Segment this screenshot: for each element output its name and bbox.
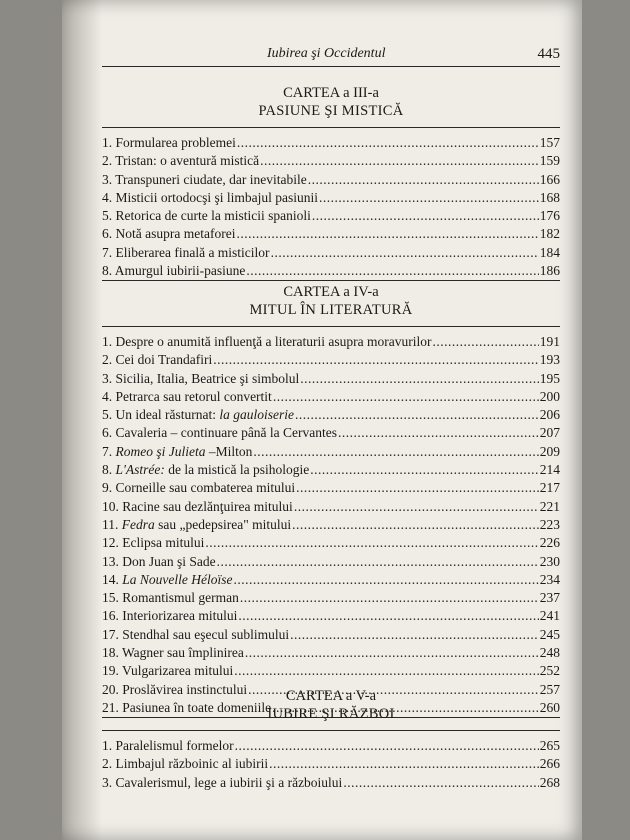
toc-entry-number: 1. — [102, 135, 113, 150]
toc-entry-number: 1. — [102, 738, 113, 753]
toc-dot-leader — [236, 225, 538, 243]
toc-entry-text: Corneille sau combaterea mitului — [115, 480, 296, 496]
toc-entry-number: 13. — [102, 553, 119, 569]
toc-entry-text-after: de la mistică la psihologie — [164, 462, 310, 478]
toc-entry-text: Misticii ortodocşi şi limbajul pasiunii — [115, 189, 318, 205]
toc-dot-leader — [213, 351, 539, 369]
toc-entry-page: 184 — [539, 244, 560, 260]
toc-entry-text: Proslăvirea instinctului — [122, 681, 248, 697]
toc-dot-leader — [312, 207, 539, 225]
toc-dot-leader — [240, 589, 539, 607]
toc-entry-number: 1. — [102, 334, 113, 349]
section-subtitle: IUBIRE ŞI RĂZBOI — [102, 705, 560, 731]
toc-dot-leader — [338, 424, 539, 442]
toc-entry-text-after: –Milton — [205, 443, 253, 459]
toc-entry-number: 2. — [102, 153, 113, 169]
toc-entry-page: 206 — [539, 407, 560, 423]
page-number: 445 — [537, 46, 560, 62]
toc-entry — [102, 134, 560, 152]
toc-dot-leader — [310, 461, 539, 479]
toc-entry-text: Racine sau dezlănţuirea mitului — [122, 498, 293, 514]
toc-dot-leader — [246, 262, 538, 280]
toc-entry — [102, 662, 560, 680]
toc-entry-label — [102, 774, 342, 792]
toc-dot-leader — [433, 333, 539, 351]
toc-entry-label — [102, 737, 234, 755]
toc-entry-label — [102, 351, 212, 369]
toc-entry-text: Un ideal răsturnat: — [115, 407, 220, 423]
running-title: Iubirea şi Occidentul — [267, 46, 386, 61]
page-gutter-shadow — [62, 0, 102, 840]
toc-entry-number: 8. — [102, 263, 113, 279]
toc-entry — [102, 498, 560, 516]
toc-entry-text: Notă asupra metaforei — [115, 226, 236, 242]
section-subtitle: PASIUNE ŞI MISTICĂ — [102, 102, 560, 128]
toc-entry — [102, 571, 560, 589]
toc-entry-text: Cavaleria – continuare până la Cervantes — [115, 425, 338, 441]
toc-entry-number: 6. — [102, 226, 113, 242]
toc-dot-leader — [253, 443, 538, 461]
toc-entry-page: 168 — [539, 189, 560, 205]
toc-dot-leader — [235, 737, 539, 755]
toc-entry — [102, 516, 560, 534]
toc-entry-text: Amurgul iubirii-pasiune — [114, 263, 246, 279]
toc-dot-leader — [294, 498, 539, 516]
toc-dot-leader — [260, 152, 539, 170]
toc-entry-page: 265 — [539, 738, 560, 753]
toc-section-book-3 — [102, 84, 560, 281]
toc-entry-page: 217 — [539, 480, 560, 496]
toc-entry-label — [102, 225, 235, 243]
toc-entry-number: 4. — [102, 388, 113, 404]
toc-entry — [102, 406, 560, 424]
toc-entry-text: Pasiunea în toate domeniile — [122, 699, 272, 715]
toc-entry-text-italic: La Nouvelle Héloïse — [122, 571, 233, 587]
toc-entry-number: 21. — [102, 699, 119, 715]
toc-entry-page: 245 — [539, 626, 560, 642]
book-page — [62, 0, 582, 840]
toc-entry-page: 166 — [539, 171, 560, 187]
toc-entry-number: 7. — [102, 443, 113, 459]
toc-entry-page: 207 — [539, 425, 560, 441]
toc-entry-number: 6. — [102, 425, 113, 441]
toc-entry-label — [102, 207, 311, 225]
toc-entry-page: 157 — [539, 135, 560, 150]
toc-entry-number: 3. — [102, 370, 113, 386]
toc-entry-page: 159 — [539, 153, 560, 169]
toc-entry-label — [102, 424, 337, 442]
toc-dot-leader — [237, 134, 539, 152]
toc-entry-number: 17. — [102, 626, 119, 642]
toc-entry — [102, 262, 560, 281]
toc-dot-leader — [238, 607, 538, 625]
toc-entry-number: 18. — [102, 645, 119, 661]
toc-entry — [102, 171, 560, 189]
toc-entry — [102, 189, 560, 207]
toc-dot-leader — [295, 406, 539, 424]
toc-dot-leader — [217, 553, 539, 571]
toc-entry-number: 14. — [102, 571, 119, 587]
toc-entry-label — [102, 516, 291, 534]
toc-entry-text: Retorica de curte la misticii spanioli — [115, 208, 311, 224]
toc-entry-label — [102, 406, 294, 424]
running-header — [102, 40, 560, 67]
toc-entry — [102, 333, 560, 351]
toc-entry-label — [102, 644, 244, 662]
toc-entry-text: Romantismul german — [122, 590, 239, 606]
toc-entry-text: Cei doi Trandafiri — [115, 352, 213, 368]
toc-entry-number: 5. — [102, 208, 113, 224]
toc-entry-page: 266 — [539, 756, 560, 772]
toc-entry-page: 193 — [539, 352, 560, 368]
toc-entry — [102, 424, 560, 442]
toc-entry-number: 12. — [102, 535, 119, 551]
toc-entry — [102, 244, 560, 262]
toc-entry-page: 248 — [539, 645, 560, 661]
toc-entry-label — [102, 571, 232, 589]
toc-dot-leader — [343, 774, 538, 792]
toc-entry-label — [102, 553, 216, 571]
toc-entry-label — [102, 479, 295, 497]
toc-entry — [102, 225, 560, 243]
toc-dot-leader — [296, 479, 539, 497]
toc-dot-leader — [245, 644, 539, 662]
toc-entry-label — [102, 589, 239, 607]
toc-entry — [102, 737, 560, 755]
toc-entry-page: 214 — [539, 462, 560, 478]
toc-entry-number: 15. — [102, 590, 119, 606]
toc-entry-text: Tristan: o aventură mistică — [115, 153, 260, 169]
toc-entry-page: 230 — [539, 553, 560, 569]
toc-entry-label — [102, 498, 293, 516]
toc-entry-number: 7. — [102, 244, 113, 260]
toc-entry — [102, 589, 560, 607]
toc-entry-text: Paralelismul formelor — [115, 738, 234, 753]
toc-entry — [102, 607, 560, 625]
toc-section-book-4 — [102, 283, 560, 718]
toc-entry-label — [102, 370, 299, 388]
toc-entry-label — [102, 134, 236, 152]
toc-entry-label — [102, 534, 204, 552]
toc-entry — [102, 534, 560, 552]
toc-entry-number: 8. — [102, 462, 113, 478]
toc-entry-text-italic: Romeo şi Julieta — [115, 443, 206, 459]
toc-entry — [102, 443, 560, 461]
toc-entry-text: Cavalerismul, lege a iubirii şi a războiului — [115, 774, 343, 790]
toc-entry-text: Eclipsa mitului — [122, 535, 205, 551]
toc-entry-text: Despre o anumită influenţă a literaturii asupra moravurilor — [115, 334, 432, 349]
toc-entry-label — [102, 626, 289, 644]
toc-entry-number: 2. — [102, 352, 113, 368]
toc-entry — [102, 351, 560, 369]
toc-entry-label — [102, 755, 268, 773]
toc-entry — [102, 461, 560, 479]
section-title: CARTEA a III-a — [283, 85, 379, 101]
toc-entry-number: 11. — [102, 516, 119, 532]
section-title: CARTEA a V-a — [285, 688, 377, 704]
toc-entry — [102, 755, 560, 773]
toc-entry-number: 4. — [102, 189, 113, 205]
toc-dot-leader — [233, 571, 538, 589]
toc-dot-leader — [269, 755, 539, 773]
toc-entry-text: Transpuneri ciudate, dar inevitabile — [115, 171, 307, 187]
toc-entry-page: 176 — [539, 208, 560, 224]
toc-entry — [102, 553, 560, 571]
toc-entry-text: Vulgarizarea mitului — [122, 663, 234, 679]
toc-entry — [102, 152, 560, 170]
toc-entry-page: 186 — [539, 263, 560, 279]
toc-entry — [102, 644, 560, 662]
toc-dot-leader — [234, 662, 538, 680]
toc-entry-label — [102, 461, 309, 479]
toc-list — [102, 134, 560, 281]
toc-entry — [102, 479, 560, 497]
toc-entry-label — [102, 333, 432, 351]
toc-entry-number: 16. — [102, 608, 119, 624]
toc-entry-page: 209 — [539, 443, 560, 459]
toc-entry-number: 5. — [102, 407, 113, 423]
toc-entry-text-italic: L'Astrée: — [115, 462, 165, 478]
toc-entry-label — [102, 152, 259, 170]
toc-dot-leader — [292, 516, 539, 534]
toc-dot-leader — [290, 626, 539, 644]
toc-section-book-5 — [102, 687, 560, 792]
toc-dot-leader — [273, 388, 539, 406]
toc-entry-page: 226 — [539, 535, 560, 551]
toc-entry-page: 241 — [539, 608, 560, 624]
toc-entry-text: Interiorizarea mitului — [122, 608, 238, 624]
toc-entry-page: 182 — [539, 226, 560, 242]
toc-entry-number: 3. — [102, 171, 113, 187]
toc-entry-number: 20. — [102, 681, 119, 697]
toc-entry-page: 191 — [539, 334, 560, 349]
toc-entry-text: Don Juan şi Sade — [122, 553, 216, 569]
toc-entry-text-italic: la gauloiserie — [219, 407, 294, 423]
toc-entry-label — [102, 189, 318, 207]
toc-entry-label — [102, 607, 237, 625]
toc-dot-leader — [319, 189, 539, 207]
toc-entry-label — [102, 262, 245, 280]
toc-entry-text-after: sau „pedepsirea" mitului — [154, 516, 292, 532]
toc-list — [102, 737, 560, 792]
toc-entry-label — [102, 171, 307, 189]
toc-entry-text: Stendhal sau eşecul sublimului — [122, 626, 290, 642]
toc-entry — [102, 626, 560, 644]
toc-entry-text: Petrarca sau retorul convertit — [115, 388, 272, 404]
toc-entry-page: 223 — [539, 516, 560, 532]
toc-entry-page: 260 — [539, 699, 560, 715]
toc-entry-label — [102, 443, 252, 461]
section-subtitle: MITUL ÎN LITERATURĂ — [102, 301, 560, 327]
toc-dot-leader — [271, 244, 539, 262]
toc-entry-label — [102, 244, 270, 262]
toc-entry-page: 257 — [539, 681, 560, 697]
toc-entry — [102, 370, 560, 388]
toc-entry-page: 195 — [539, 370, 560, 386]
section-title: CARTEA a IV-a — [283, 284, 379, 300]
toc-dot-leader — [205, 534, 538, 552]
toc-entry-text: Formularea problemei — [115, 135, 236, 150]
toc-entry-page: 221 — [539, 498, 560, 514]
toc-entry-number: 2. — [102, 756, 113, 772]
toc-entry-number: 10. — [102, 498, 119, 514]
toc-entry — [102, 774, 560, 792]
toc-entry-page: 200 — [539, 388, 560, 404]
toc-entry-label — [102, 388, 272, 406]
toc-entry-number: 3. — [102, 774, 113, 790]
toc-entry-page: 234 — [539, 571, 560, 587]
toc-dot-leader — [300, 370, 539, 388]
toc-entry-page: 237 — [539, 590, 560, 606]
toc-entry-text: Wagner sau împlinirea — [122, 645, 244, 661]
toc-entry-number: 19. — [102, 663, 119, 679]
toc-dot-leader — [308, 171, 539, 189]
toc-entry-number: 9. — [102, 480, 113, 496]
toc-entry-page: 268 — [539, 774, 560, 790]
toc-list — [102, 333, 560, 718]
toc-entry — [102, 207, 560, 225]
toc-entry-page: 252 — [539, 663, 560, 679]
toc-entry-text: Sicilia, Italia, Beatrice şi simbolul — [115, 370, 300, 386]
toc-entry — [102, 388, 560, 406]
toc-entry-label — [102, 662, 233, 680]
toc-entry-text: Eliberarea finală a misticilor — [115, 244, 270, 260]
toc-entry-text-italic: Fedra — [121, 516, 155, 532]
toc-entry-text: Limbajul războinic al iubirii — [115, 756, 269, 772]
